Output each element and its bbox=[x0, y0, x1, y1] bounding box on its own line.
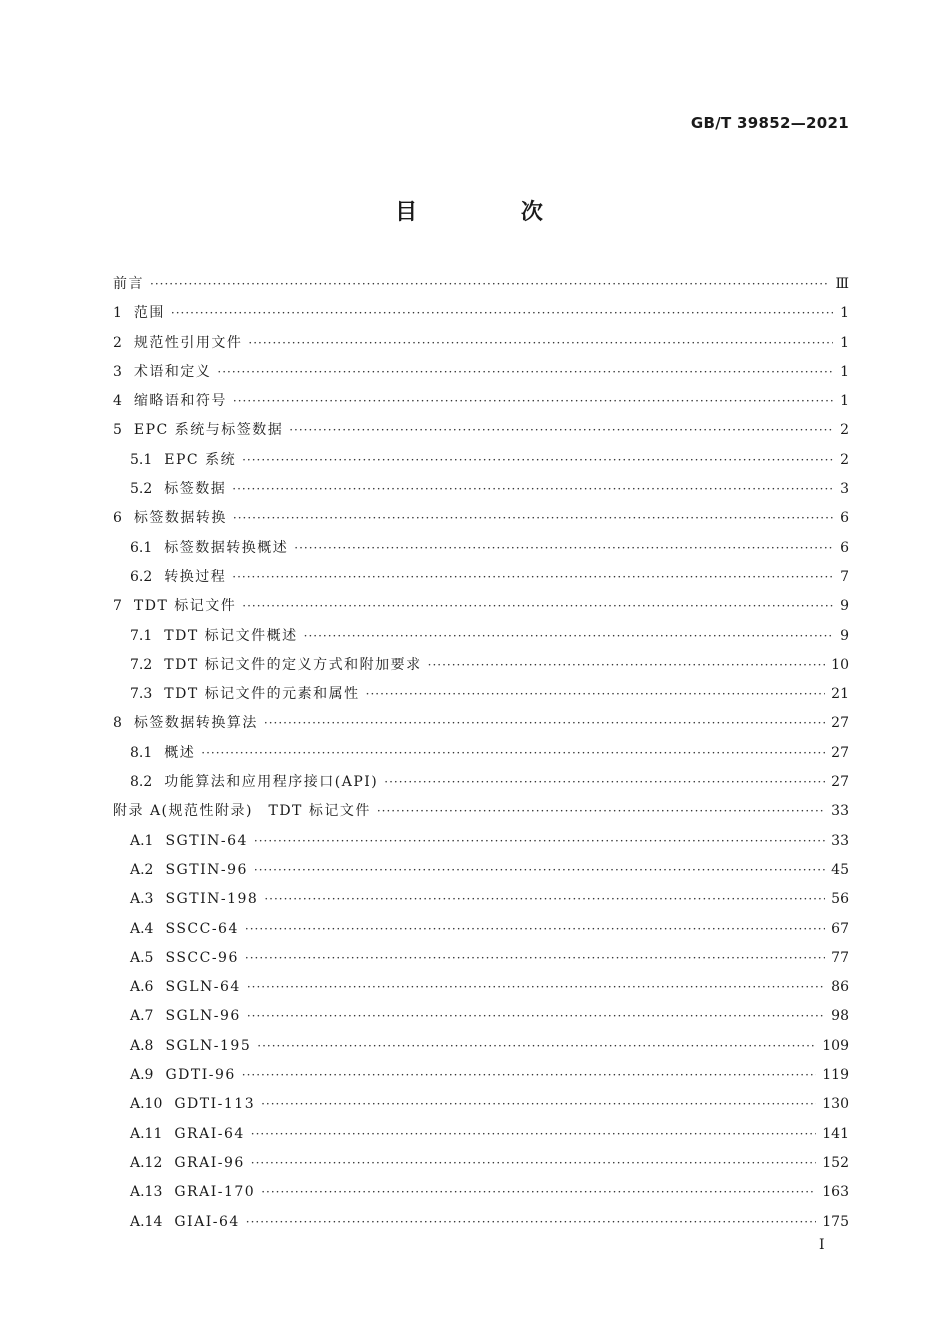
toc-leader-dots bbox=[261, 1090, 816, 1119]
toc-entry[interactable] bbox=[113, 827, 849, 856]
toc-entry[interactable] bbox=[113, 475, 849, 504]
toc-entry-page: 9 bbox=[840, 627, 849, 644]
toc-entry-title: SGLN-64 bbox=[165, 979, 241, 996]
toc-entry[interactable] bbox=[113, 563, 849, 592]
toc-entry[interactable] bbox=[113, 534, 849, 563]
toc-entry[interactable] bbox=[113, 1032, 849, 1061]
toc-leader-dots bbox=[150, 270, 829, 299]
toc-entry-title: TDT 标记文件概述 bbox=[164, 627, 298, 644]
toc-entry[interactable] bbox=[113, 797, 849, 826]
toc-entry[interactable] bbox=[113, 1090, 849, 1119]
toc-entry-page: 119 bbox=[822, 1067, 849, 1084]
toc-entry-page: 175 bbox=[822, 1213, 849, 1230]
toc-entry-page: 1 bbox=[840, 305, 849, 322]
toc-leader-dots bbox=[254, 827, 825, 856]
toc-entry[interactable] bbox=[113, 944, 849, 973]
toc-entry-number: 8 bbox=[113, 715, 122, 732]
toc-entry-page: 1 bbox=[840, 363, 849, 380]
toc-leader-dots bbox=[251, 1149, 816, 1178]
toc-entry[interactable] bbox=[113, 973, 849, 1002]
toc-entry[interactable] bbox=[113, 768, 849, 797]
toc-entry[interactable] bbox=[113, 299, 849, 328]
toc-entry[interactable] bbox=[113, 651, 849, 680]
toc-leader-dots bbox=[366, 680, 826, 709]
toc-entry-page: 10 bbox=[831, 656, 849, 673]
toc-leader-dots bbox=[201, 739, 825, 768]
toc-entry[interactable] bbox=[113, 592, 849, 621]
toc-entry-title: GRAI-64 bbox=[174, 1125, 245, 1142]
toc-entry-number: 6.1 bbox=[130, 539, 153, 556]
toc-entry-number: 2 bbox=[113, 334, 122, 351]
toc-entry-number: 8.2 bbox=[130, 774, 153, 791]
toc-leader-dots bbox=[246, 1208, 816, 1237]
toc-leader-dots bbox=[304, 622, 833, 651]
toc-entry[interactable] bbox=[113, 329, 849, 358]
page-number: I bbox=[819, 1237, 825, 1253]
toc-leader-dots bbox=[257, 1032, 816, 1061]
page-title: 目 次 bbox=[395, 199, 591, 225]
toc-leader-dots bbox=[232, 475, 833, 504]
toc-entry-number: A.9 bbox=[130, 1067, 154, 1084]
toc-entry-title: 附录 A(规范性附录) TDT 标记文件 bbox=[113, 803, 371, 820]
toc-entry-title: 缩略语和符号 bbox=[133, 393, 227, 410]
toc-entry-title: 标签数据转换概述 bbox=[164, 539, 289, 556]
toc-entry-page: 141 bbox=[822, 1125, 849, 1142]
toc-leader-dots bbox=[428, 651, 826, 680]
toc-entry-number: A.14 bbox=[130, 1213, 163, 1230]
toc-leader-dots bbox=[294, 534, 833, 563]
table-of-contents bbox=[113, 270, 849, 1237]
toc-leader-dots bbox=[377, 797, 825, 826]
toc-entry-page: 56 bbox=[831, 891, 849, 908]
toc-entry-title: 标签数据 bbox=[164, 481, 227, 498]
toc-entry-number: 4 bbox=[113, 393, 122, 410]
toc-entry-title: 概述 bbox=[164, 744, 196, 761]
toc-leader-dots bbox=[264, 885, 825, 914]
toc-entry-number: A.1 bbox=[130, 832, 154, 849]
toc-entry-number: 7 bbox=[113, 598, 122, 615]
toc-entry-title: GRAI-96 bbox=[174, 1154, 245, 1171]
toc-entry-page: 2 bbox=[840, 422, 849, 439]
toc-entry-page: 27 bbox=[831, 774, 849, 791]
toc-entry[interactable] bbox=[113, 680, 849, 709]
toc-entry-page: 45 bbox=[831, 861, 849, 878]
toc-entry-page: 163 bbox=[822, 1184, 849, 1201]
toc-entry-page: 6 bbox=[840, 539, 849, 556]
toc-entry-page: 3 bbox=[840, 481, 849, 498]
toc-leader-dots bbox=[247, 1002, 825, 1031]
toc-entry-page: 33 bbox=[831, 832, 849, 849]
toc-entry-title: EPC 系统与标签数据 bbox=[133, 422, 284, 439]
toc-entry-title: GIAI-64 bbox=[174, 1213, 240, 1230]
toc-entry-title: SGTIN-198 bbox=[165, 891, 259, 908]
toc-entry-number: 6 bbox=[113, 510, 122, 527]
toc-entry-page: Ⅲ bbox=[835, 276, 849, 292]
toc-entry-title: 转换过程 bbox=[164, 568, 227, 585]
toc-entry-number: 8.1 bbox=[130, 744, 153, 761]
toc-leader-dots bbox=[384, 768, 825, 797]
toc-entry-title: 前言 bbox=[113, 276, 144, 292]
toc-leader-dots bbox=[233, 504, 833, 533]
toc-entry-page: 33 bbox=[831, 803, 849, 820]
toc-entry-number: 6.2 bbox=[130, 568, 153, 585]
toc-entry[interactable] bbox=[113, 1120, 849, 1149]
toc-entry[interactable] bbox=[113, 387, 849, 416]
toc-entry-page: 67 bbox=[831, 920, 849, 937]
toc-entry-number: 7.3 bbox=[130, 686, 153, 703]
toc-leader-dots bbox=[242, 446, 833, 475]
toc-entry-number: 3 bbox=[113, 363, 122, 380]
toc-entry-number: 5 bbox=[113, 422, 122, 439]
toc-entry[interactable] bbox=[113, 622, 849, 651]
toc-leader-dots bbox=[254, 856, 825, 885]
toc-entry-number: A.6 bbox=[130, 979, 154, 996]
toc-entry-number: A.3 bbox=[130, 891, 154, 908]
toc-entry[interactable] bbox=[113, 1208, 849, 1237]
toc-entry-title: 标签数据转换算法 bbox=[133, 715, 258, 732]
toc-entry[interactable] bbox=[113, 1149, 849, 1178]
toc-entry-title: SGTIN-64 bbox=[165, 832, 248, 849]
toc-entry-number: A.5 bbox=[130, 949, 154, 966]
toc-entry[interactable] bbox=[113, 739, 849, 768]
toc-leader-dots bbox=[261, 1178, 816, 1207]
toc-entry-page: 27 bbox=[831, 715, 849, 732]
toc-entry-page: 2 bbox=[840, 451, 849, 468]
toc-entry[interactable] bbox=[113, 856, 849, 885]
toc-entry-title: GDTI-113 bbox=[174, 1096, 256, 1113]
toc-entry-number: A.10 bbox=[130, 1096, 163, 1113]
toc-entry-page: 130 bbox=[822, 1096, 849, 1113]
toc-entry-page: 98 bbox=[831, 1008, 849, 1025]
toc-entry-title: 标签数据转换 bbox=[133, 510, 227, 527]
toc-entry-number: 7.2 bbox=[130, 656, 153, 673]
toc-leader-dots bbox=[289, 416, 833, 445]
toc-leader-dots bbox=[233, 387, 833, 416]
toc-entry-title: 规范性引用文件 bbox=[133, 334, 243, 351]
toc-leader-dots bbox=[242, 1061, 816, 1090]
toc-entry-page: 77 bbox=[831, 949, 849, 966]
toc-entry[interactable] bbox=[113, 1061, 849, 1090]
toc-entry[interactable] bbox=[113, 504, 849, 533]
toc-entry-number: A.11 bbox=[130, 1125, 163, 1142]
toc-entry-title: SSCC-64 bbox=[165, 920, 239, 937]
toc-entry-title: SGLN-96 bbox=[165, 1008, 241, 1025]
toc-leader-dots bbox=[245, 915, 825, 944]
toc-entry-page: 21 bbox=[831, 686, 849, 703]
toc-entry-number: A.7 bbox=[130, 1008, 154, 1025]
toc-entry-title: SSCC-96 bbox=[165, 949, 239, 966]
toc-leader-dots bbox=[242, 592, 833, 621]
toc-leader-dots bbox=[232, 563, 833, 592]
toc-entry[interactable] bbox=[113, 446, 849, 475]
toc-leader-dots bbox=[217, 358, 833, 387]
toc-entry-page: 9 bbox=[840, 598, 849, 615]
toc-entry[interactable] bbox=[113, 885, 849, 914]
toc-entry-title: SGTIN-96 bbox=[165, 861, 248, 878]
toc-leader-dots bbox=[251, 1120, 816, 1149]
toc-entry-title: GRAI-170 bbox=[174, 1184, 256, 1201]
toc-entry-number: A.2 bbox=[130, 861, 154, 878]
toc-leader-dots bbox=[245, 944, 825, 973]
toc-entry[interactable] bbox=[113, 270, 849, 299]
toc-entry-page: 27 bbox=[831, 744, 849, 761]
toc-leader-dots bbox=[264, 709, 825, 738]
toc-entry-title: 范围 bbox=[133, 305, 165, 322]
toc-entry-page: 6 bbox=[840, 510, 849, 527]
toc-entry-number: A.12 bbox=[130, 1154, 163, 1171]
toc-entry[interactable] bbox=[113, 709, 849, 738]
toc-entry-number: 1 bbox=[113, 305, 122, 322]
toc-leader-dots bbox=[171, 299, 833, 328]
toc-entry-title: TDT 标记文件的元素和属性 bbox=[164, 686, 360, 703]
toc-entry-page: 86 bbox=[831, 979, 849, 996]
toc-entry-title: TDT 标记文件的定义方式和附加要求 bbox=[164, 656, 422, 673]
toc-entry-page: 109 bbox=[822, 1037, 849, 1054]
toc-entry[interactable] bbox=[113, 1002, 849, 1031]
toc-entry-page: 7 bbox=[840, 568, 849, 585]
toc-entry-number: 7.1 bbox=[130, 627, 153, 644]
standard-code: GB/T 39852—2021 bbox=[690, 114, 849, 132]
toc-leader-dots bbox=[247, 973, 825, 1002]
toc-entry[interactable] bbox=[113, 358, 849, 387]
toc-entry-title: 术语和定义 bbox=[133, 363, 212, 380]
toc-entry[interactable] bbox=[113, 416, 849, 445]
toc-entry-page: 1 bbox=[840, 393, 849, 410]
toc-entry-number: A.8 bbox=[130, 1037, 154, 1054]
toc-entry-page: 152 bbox=[822, 1154, 849, 1171]
toc-leader-dots bbox=[248, 329, 833, 358]
toc-entry-title: GDTI-96 bbox=[165, 1067, 236, 1084]
toc-entry-number: 5.1 bbox=[130, 451, 153, 468]
toc-entry-title: 功能算法和应用程序接口(API) bbox=[164, 774, 379, 791]
toc-entry-number: 5.2 bbox=[130, 481, 153, 498]
toc-entry[interactable] bbox=[113, 915, 849, 944]
toc-entry-number: A.4 bbox=[130, 920, 154, 937]
toc-entry[interactable] bbox=[113, 1178, 849, 1207]
toc-entry-title: EPC 系统 bbox=[164, 451, 237, 468]
toc-entry-title: TDT 标记文件 bbox=[133, 598, 237, 615]
toc-entry-page: 1 bbox=[840, 334, 849, 351]
toc-entry-title: SGLN-195 bbox=[165, 1037, 252, 1054]
toc-entry-number: A.13 bbox=[130, 1184, 163, 1201]
